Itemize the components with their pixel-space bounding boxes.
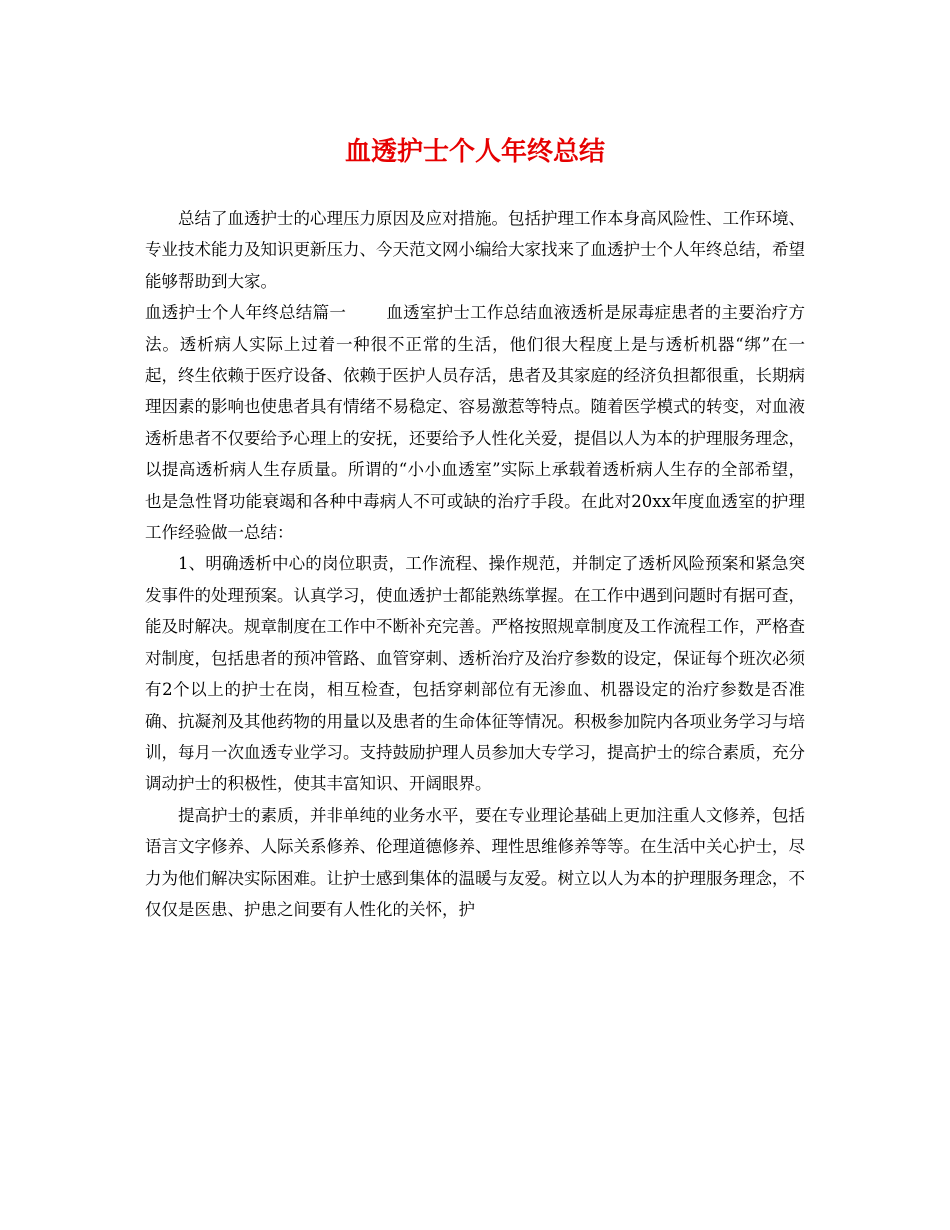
section-paragraph [145,297,805,548]
document-body [145,203,805,925]
quality-paragraph: 提高护士的素质，并非单纯的业务水平，要在专业理论基础上更加注重人文修养，包括语言文字修养、人际关系修养、伦理道德修养、理性思维修养等等。在生活中关心护士，尽力为他们解决实际困难。让护士感到集体的温暖与友爱。树立以人为本的护理服务理念，不仅仅是医患、护患之间要有人性化的关怀，护 [145,805,805,919]
item-1-paragraph: 1、明确透析中心的岗位职责，工作流程、操作规范，并制定了透析风险预案和紧急突发事件的处理预案。认真学习，使血透护士都能熟练掌握。在工作中遇到问题时有据可查，能及时解决。规章制度在工作中不断补充完善。严格按照规章制度及工作流程工作，严格查对制度，包括患者的预冲管路、血管穿刺、透析治疗及治疗参数的设定，保证每个班次必须有2个以上的护士在岗，相互检查，包括穿刺部位有无渗血、机器设定的治疗参数是否准确、抗凝剂及其他药物的用量以及患者的生命体征等情况。积极参加院内各项业务学习与培训，每月一次血透专业学习。支持鼓励护理人员参加大专学习，提高护士的综合素质，充分调动护士的积极性，使其丰富知识、开阔眼界。 [145,554,805,794]
section-text: 血透室护士工作总结血液透析是尿毒症患者的主要治疗方法。透析病人实际上过着一种很不正常的生活，他们很大程度上是与透析机器“绑”在一起，终生依赖于医疗设备、依赖于医护人员存活，患者及其家庭的经济负担都很重，长期病理因素的影响也使患者具有情绪不易稳定、容易激惹等特点。随着医学模式的转变，对血液透析患者不仅要给予心理上的安抚，还要给予人性化关爱，提倡以人为本的护理服务理念，以提高透析病人生存质量。所谓的“小小血透室”实际上承载着透析病人生存的全部希望，也是急性肾功能衰竭和各种中毒病人不可或缺的治疗手段。在此对20xx年度血透室的护理工作经验做一总结： [145,303,806,543]
intro-paragraph: 总结了血透护士的心理压力原因及应对措施。包括护理工作本身高风险性、工作环境、专业技术能力及知识更新压力、今天范文网小编给大家找来了血透护士个人年终总结，希望能够帮助到大家。 [145,209,805,291]
section-heading: 血透护士个人年终总结篇一 [145,303,347,323]
document-title: 血透护士个人年终总结 [344,137,605,167]
